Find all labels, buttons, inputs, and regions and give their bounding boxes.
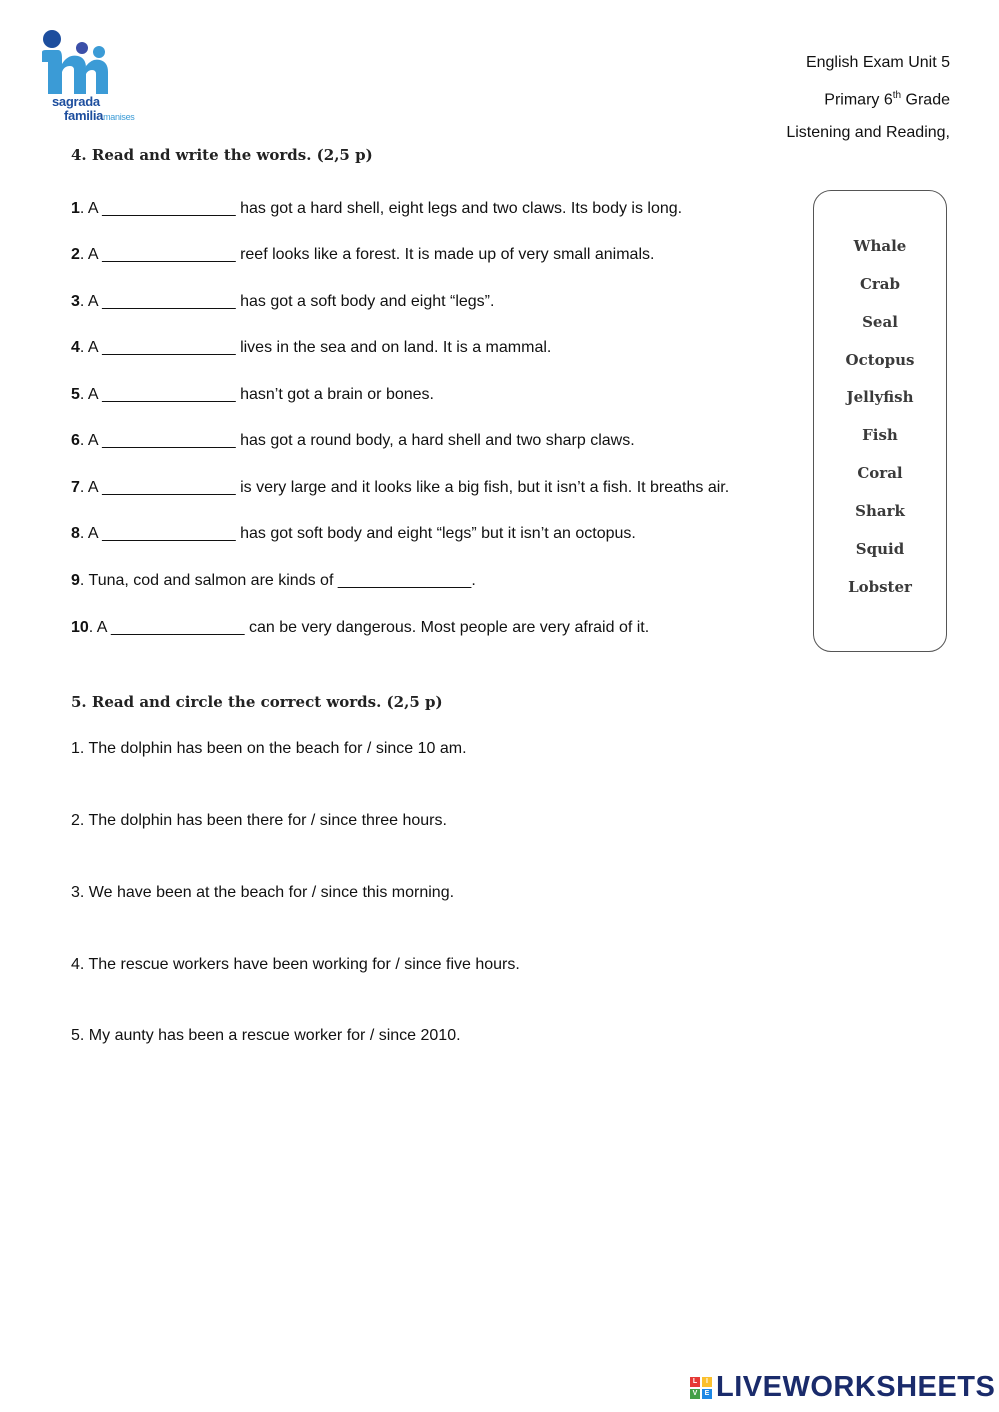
fill-item-8[interactable] (71, 525, 636, 543)
word-bank-item: Crab (859, 275, 901, 293)
block-e: E (702, 1389, 712, 1399)
block-i: I (702, 1377, 712, 1387)
logo-text-familia-main: familia (64, 108, 104, 123)
item-number: 8 (71, 525, 80, 542)
item-text: . Tuna, cod and salmon are kinds of _______________. (79, 572, 476, 589)
circle-item-5[interactable]: 5. My aunty has been a rescue worker for / since 2010. (71, 1027, 461, 1044)
section-5-title: 5. Read and circle the correct words. (2,5 p) (71, 693, 443, 711)
block-v: V (690, 1389, 700, 1399)
item-text: . A _______________ lives in the sea and on land. It is a mammal. (79, 339, 552, 356)
grade-sup: th (892, 90, 902, 101)
item-text: . A _______________ has got a round body, a hard shell and two sharp claws. (79, 432, 635, 449)
item-number: 6 (71, 432, 80, 449)
item-number: 1 (71, 200, 80, 217)
item-number: 3 (71, 293, 80, 310)
fill-item-3[interactable] (71, 293, 494, 311)
liveworksheets-footer (690, 1371, 995, 1404)
liveworksheets-blocks-icon (690, 1377, 712, 1399)
grade-post: Grade (901, 91, 950, 109)
liveworksheets-brand: LIVEWORKSHEETS (716, 1371, 996, 1403)
circle-item-2[interactable]: 2. The dolphin has been there for / since three hours. (71, 812, 447, 829)
item-number: 10 (71, 619, 89, 636)
section-4-title: 4. Read and write the words. (2,5 p) (71, 146, 373, 164)
family-logo-icon (38, 28, 118, 100)
fill-item-6[interactable] (71, 432, 635, 450)
item-text: . A _______________ reef looks like a forest. It is made up of very small animals. (79, 246, 655, 263)
word-bank-item: Octopus (845, 351, 915, 369)
school-logo (38, 28, 168, 132)
word-bank-item: Jellyfish (846, 388, 914, 406)
grade-pre: Primary 6 (824, 91, 893, 109)
fill-item-4[interactable] (71, 339, 551, 357)
logo-text-familia (64, 108, 135, 123)
exam-grade (786, 79, 950, 116)
circle-item-1[interactable]: 1. The dolphin has been on the beach for / since 10 am. (71, 740, 467, 757)
item-number: 4 (71, 339, 80, 356)
item-text: . A _______________ has got a hard shell, eight legs and two claws. Its body is long. (79, 200, 683, 217)
logo-text-manises: manises (103, 112, 135, 122)
word-bank-item: Seal (862, 313, 898, 331)
exam-skills: Listening and Reading, (786, 124, 950, 142)
fill-item-1[interactable] (71, 200, 682, 218)
item-text: . A _______________ has got a soft body and eight “legs”. (79, 293, 495, 310)
word-bank-item: Shark (855, 502, 905, 520)
word-bank-item: Lobster (848, 578, 912, 596)
word-bank-item: Squid (855, 540, 905, 558)
word-bank-item: Fish (862, 426, 898, 444)
item-text: . A _______________ hasn’t got a brain or bones. (79, 386, 434, 403)
item-number: 5 (71, 386, 80, 403)
logo-text-sagrada: sagrada (52, 94, 100, 109)
item-text: . A _______________ can be very dangerous. Most people are very afraid of it. (88, 619, 650, 636)
fill-item-5[interactable] (71, 386, 434, 404)
word-bank-item: Whale (853, 237, 907, 255)
item-number: 7 (71, 479, 80, 496)
item-text: . A _______________ is very large and it looks like a big fish, but it isn’t a fish. It breaths air. (79, 479, 730, 496)
exam-title: English Exam Unit 5 (805, 54, 950, 71)
word-bank (813, 190, 947, 652)
block-l: L (690, 1377, 700, 1387)
item-number: 2 (71, 246, 80, 263)
circle-item-3[interactable]: 3. We have been at the beach for / since this morning. (71, 884, 455, 901)
fill-item-7[interactable] (71, 479, 729, 497)
item-number: 9 (71, 572, 80, 589)
item-text: . A _______________ has got soft body and eight “legs” but it isn’t an octopus. (79, 525, 636, 542)
fill-item-10[interactable] (71, 619, 649, 637)
exam-header (786, 46, 950, 149)
fill-item-2[interactable] (71, 246, 654, 264)
word-bank-item: Coral (857, 464, 903, 482)
fill-item-9[interactable] (71, 572, 476, 590)
circle-item-4[interactable]: 4. The rescue workers have been working for / since five hours. (71, 956, 520, 973)
